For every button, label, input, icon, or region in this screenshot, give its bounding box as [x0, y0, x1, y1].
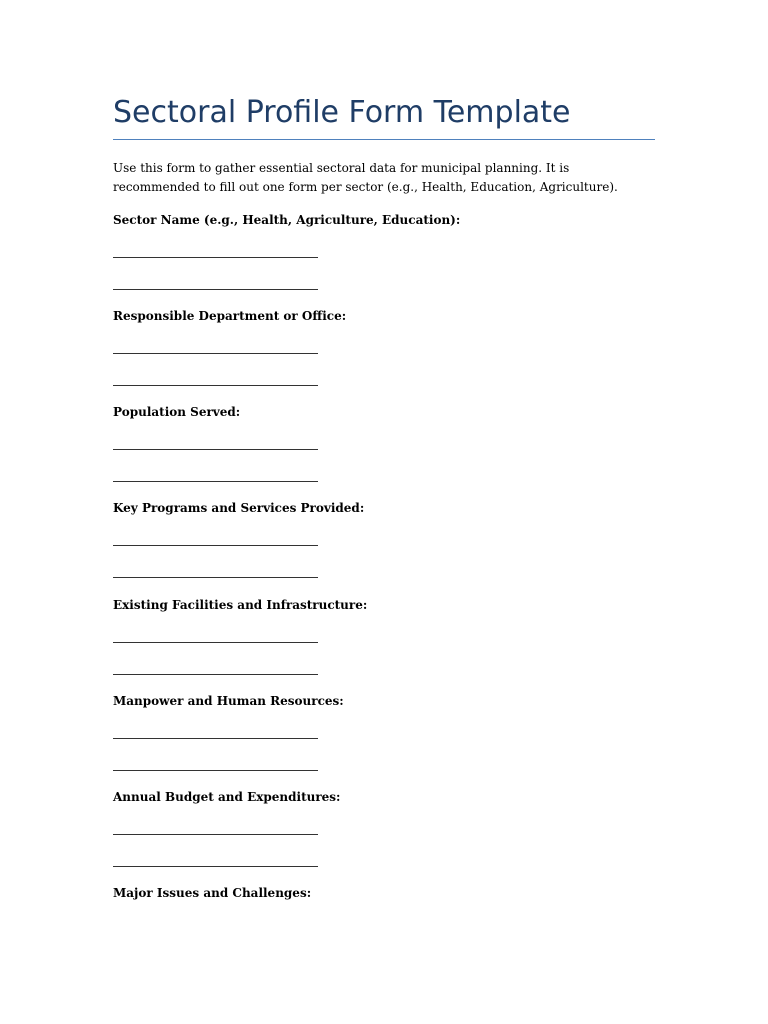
answer-line[interactable] — [113, 866, 318, 867]
section-label: Manpower and Human Resources: — [113, 694, 344, 708]
section-label: Sector Name (e.g., Health, Agriculture, Education): — [113, 213, 461, 227]
intro-paragraph: Use this form to gather essential sectoral data for municipal planning. It is recommended to fill out one form per sector (e.g., Health, Education, Agriculture). — [113, 161, 618, 194]
section-label: Key Programs and Services Provided: — [113, 501, 365, 515]
section-issues — [113, 885, 655, 901]
answer-line[interactable] — [113, 642, 318, 643]
section-budget — [113, 789, 655, 805]
section-label: Responsible Department or Office: — [113, 309, 347, 323]
section-key-programs — [113, 500, 655, 516]
section-responsible-department — [113, 308, 655, 324]
answer-line[interactable] — [113, 385, 318, 386]
answer-line[interactable] — [113, 545, 318, 546]
answer-line[interactable] — [113, 674, 318, 675]
section-population-served — [113, 404, 655, 420]
section-label: Annual Budget and Expenditures: — [113, 790, 341, 804]
answer-line[interactable] — [113, 770, 318, 771]
answer-line[interactable] — [113, 289, 318, 290]
title-underline — [113, 139, 655, 140]
answer-line[interactable] — [113, 834, 318, 835]
answer-line[interactable] — [113, 257, 318, 258]
answer-line[interactable] — [113, 449, 318, 450]
answer-line[interactable] — [113, 481, 318, 482]
answer-line[interactable] — [113, 577, 318, 578]
section-label: Population Served: — [113, 405, 241, 419]
section-label: Major Issues and Challenges: — [113, 886, 312, 900]
answer-line[interactable] — [113, 353, 318, 354]
page-title: Sectoral Profile Form Template — [113, 95, 571, 130]
section-manpower — [113, 693, 655, 709]
section-sector-name — [113, 212, 655, 228]
answer-line[interactable] — [113, 738, 318, 739]
section-label: Existing Facilities and Infrastructure: — [113, 598, 368, 612]
section-facilities — [113, 597, 655, 613]
